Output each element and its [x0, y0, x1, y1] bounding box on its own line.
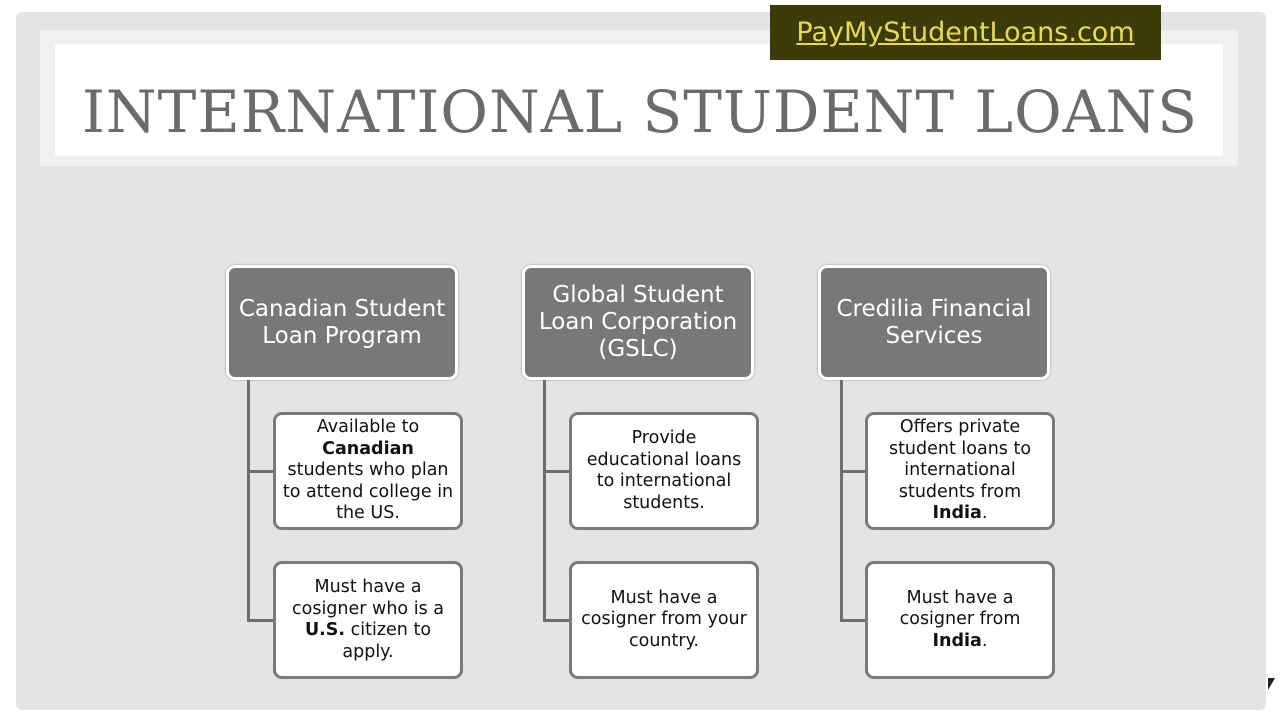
card-gslc-loans: Provide educational loans to international students. — [569, 412, 759, 530]
connector-horizontal — [840, 470, 868, 473]
slide-title: INTERNATIONAL STUDENT LOANS — [81, 78, 1198, 146]
card-canadian-availability: Available to Canadian students who plan to attend college in the US. — [273, 412, 463, 530]
mouse-cursor-icon — [1268, 678, 1275, 690]
card-credilia-cosigner: Must have a cosigner from India. — [865, 561, 1055, 679]
connector-horizontal — [247, 470, 275, 473]
connector-vertical — [840, 380, 843, 622]
card-canadian-cosigner: Must have a cosigner who is a U.S. citizen to apply. — [273, 561, 463, 679]
card-gslc-cosigner: Must have a cosigner from your country. — [569, 561, 759, 679]
connector-vertical — [247, 380, 250, 622]
connector-horizontal — [543, 619, 571, 622]
watermark-banner — [770, 5, 1161, 60]
column-heading-canadian: Canadian Student Loan Program — [226, 265, 458, 380]
connector-vertical — [543, 380, 546, 622]
connector-horizontal — [840, 619, 868, 622]
column-heading-credilia: Credilia Financial Services — [818, 265, 1050, 380]
watermark-text: PayMyStudentLoans.com — [796, 17, 1135, 48]
column-heading-gslc: Global Student Loan Corporation (GSLC) — [522, 265, 754, 380]
connector-horizontal — [247, 619, 275, 622]
connector-horizontal — [543, 470, 571, 473]
card-credilia-loans: Offers private student loans to international students from India. — [865, 412, 1055, 530]
